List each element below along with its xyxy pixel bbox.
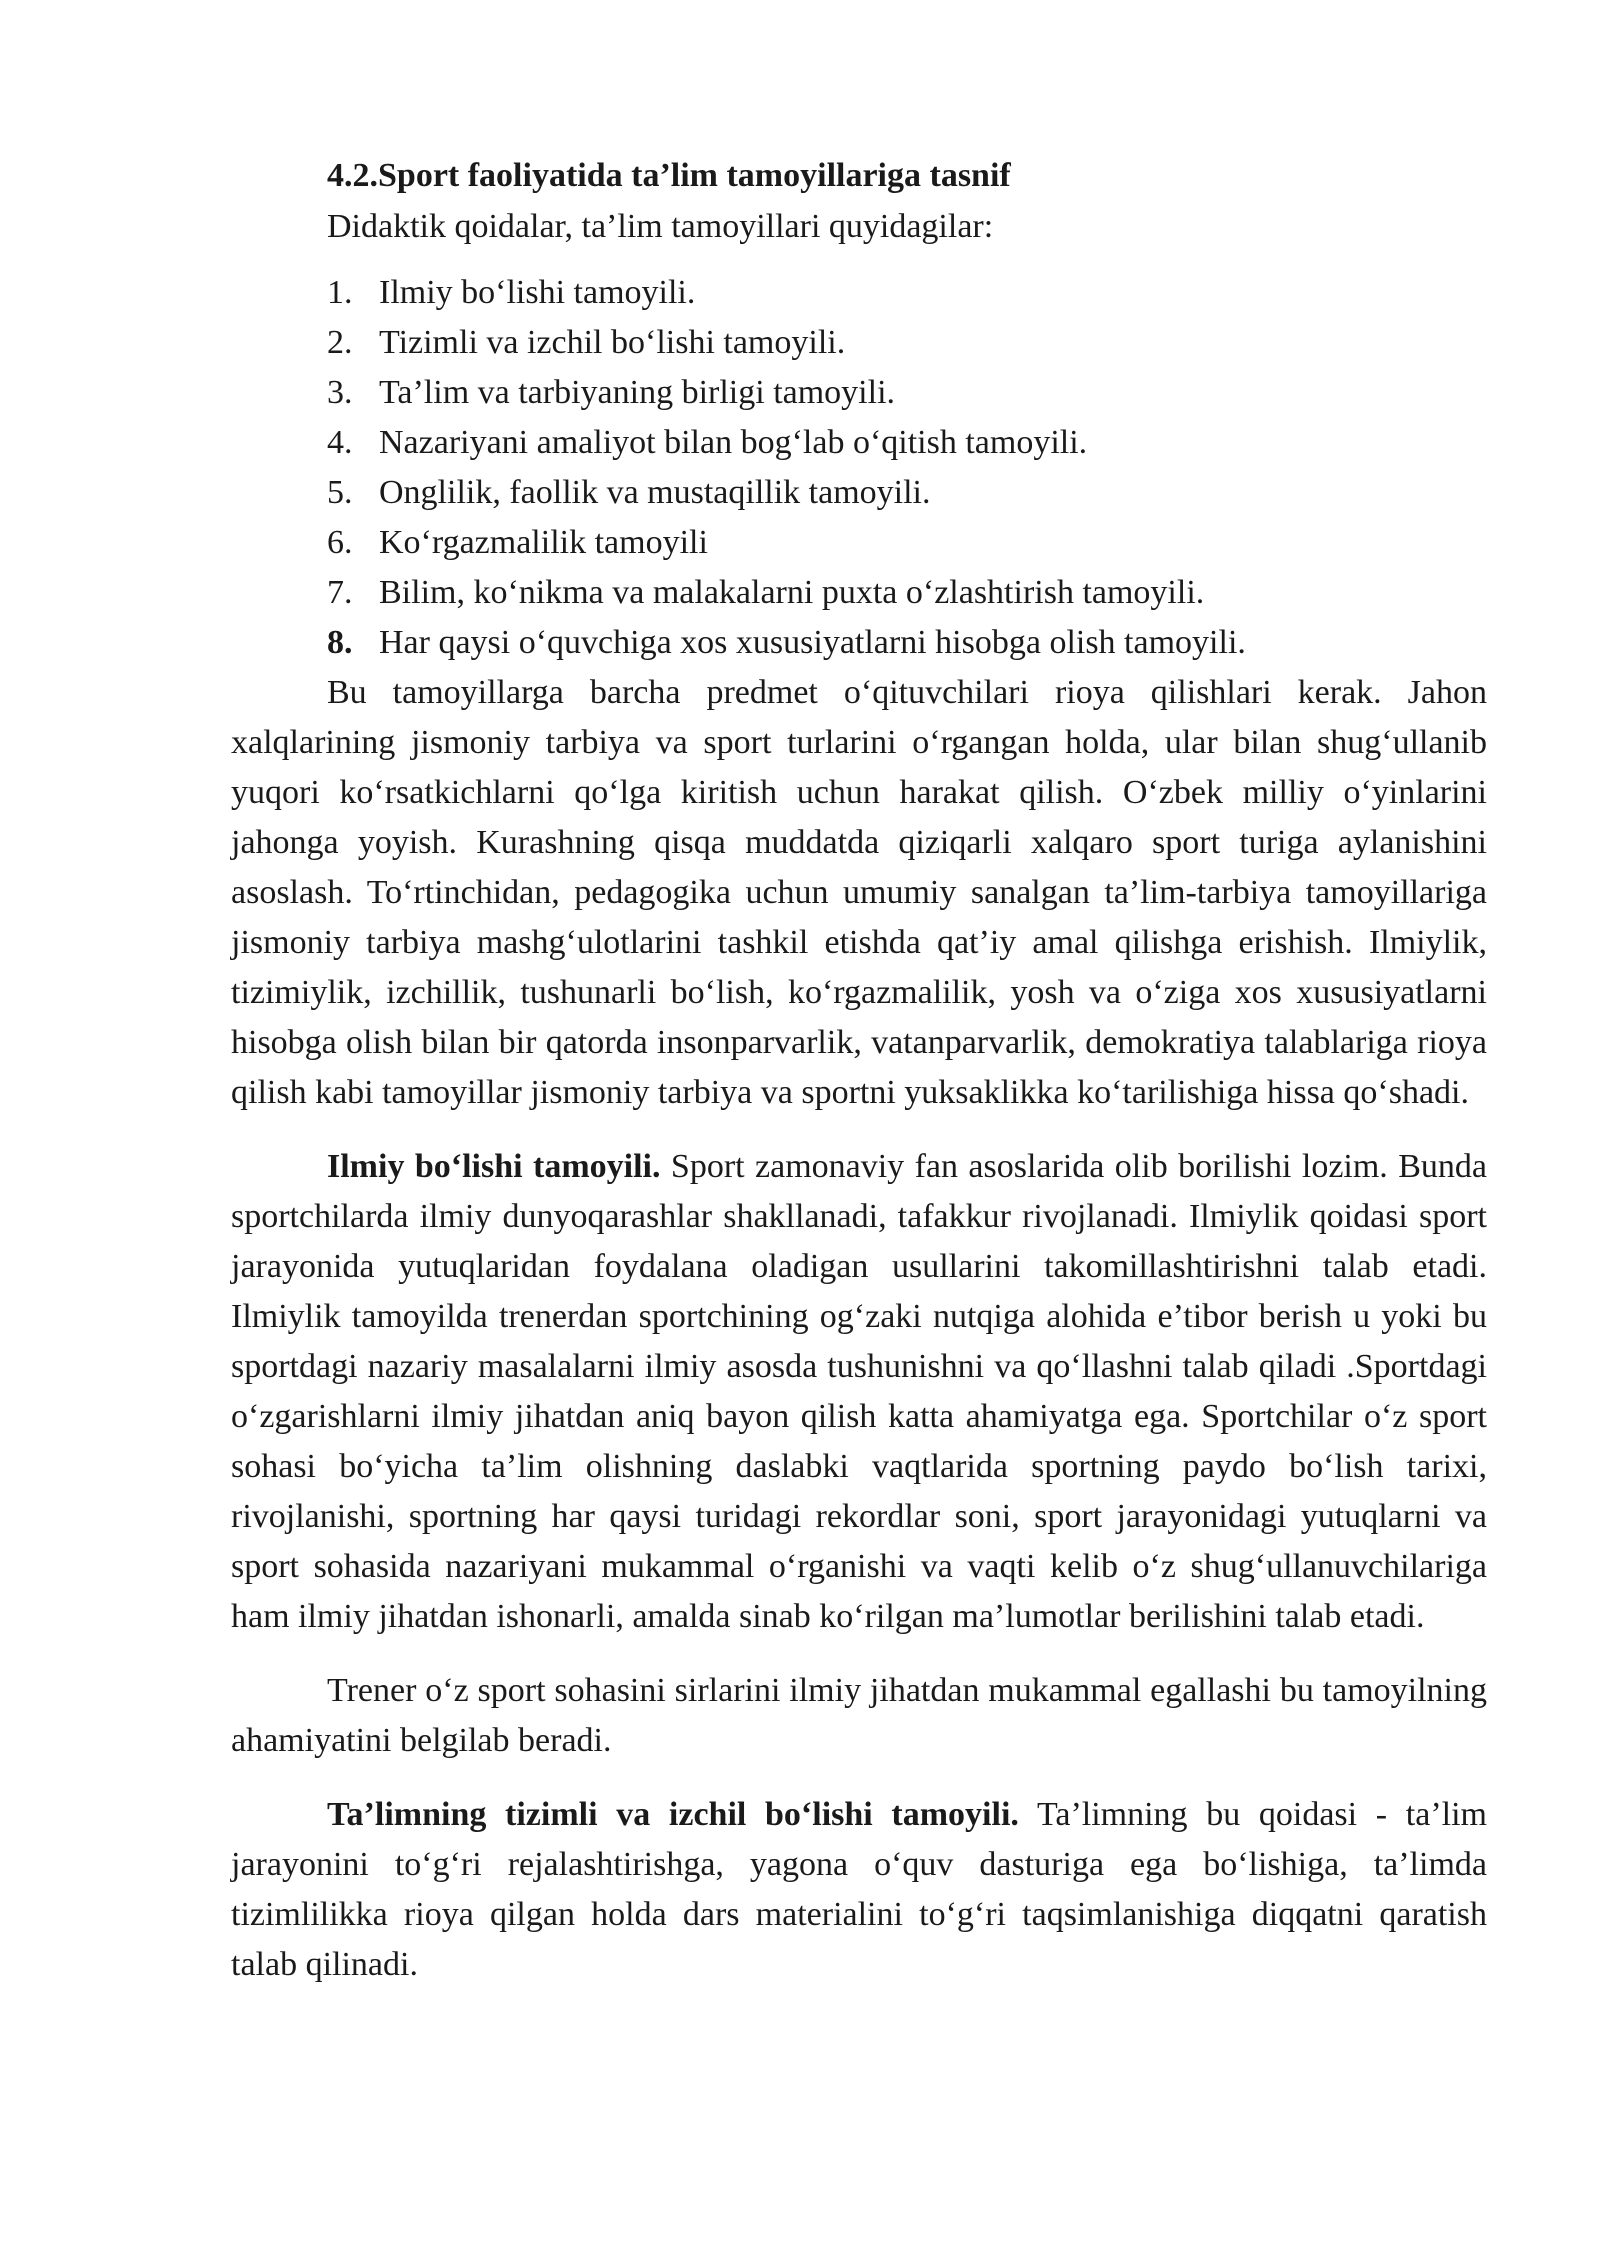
list-item — [327, 518, 1487, 568]
list-number: 5. — [327, 474, 353, 511]
list-text: Nazariyani amaliyot bilan bog‘lab o‘qitish tamoyili. — [379, 424, 1088, 461]
list-text: Ta’lim va tarbiyaning birligi tamoyili. — [379, 374, 896, 411]
paragraph-coach-mastery: Trener o‘z sport sohasini sirlarini ilmiy jihatdan mukammal egallashi bu tamoyilning ahamiyatini belgilab beradi. — [231, 1672, 1487, 1759]
paragraph-systematic-principle — [231, 1790, 1487, 1990]
paragraph-lead: Ilmiy bo‘lishi tamoyili. — [327, 1148, 661, 1185]
list-number: 8. — [327, 624, 353, 661]
list-item — [327, 268, 1487, 318]
list-number: 3. — [327, 374, 353, 411]
paragraph-principles-overview: Bu tamoyillarga barcha predmet o‘qituvchilari rioya qilishlari kerak. Jahon xalqlarining jismoniy tarbiya va sport turlarini o‘rgangan holda, ular bilan shug‘ullanib yuqori ko‘rsatkichlarni qo‘lga kiritish uchun harakat qilish. O‘zbek milliy o‘yinlarini jahonga yoyish. Kurashning qisqa muddatda qiziqarli xalqaro sport turiga aylanishini asoslash. To‘rtinchidan, pedagogika uchun umumiy sanalgan ta’lim-tarbiya tamoyillariga jismoniy tarbiya mashg‘ulotlarini tashkil etishda qat’iy amal qilishga erishish. Ilmiylik, tizimiylik, izchillik, tushunarli bo‘lish, ko‘rgazmalilik, yosh va o‘ziga xos xususiyatlarni hisobga olish bilan bir qatorda insonparvarlik, vatanparvarlik, demokratiya talablariga rioya qilish kabi tamoyillar jismoniy tarbiya va sportni yuksaklikka ko‘tarilishiga hissa qo‘shadi. — [231, 674, 1487, 1111]
paragraph-scientific-principle — [231, 1142, 1487, 1642]
list-item — [327, 618, 1487, 668]
list-number: 2. — [327, 324, 353, 361]
paragraph-body: Sport zamonaviy fan asoslarida olib borilishi lozim. Bunda sportchilarda ilmiy dunyoqarashlar shakllanadi, tafakkur rivojlanadi. Ilmiylik qoidasi sport jarayonida yutuqlaridan foydalana oladigan usullarini takomillashtirishni talab etadi. Ilmiylik tamoyilda trenerdan sportchining og‘zaki nutqiga alohida e’tibor berish u yoki bu sportdagi nazariy masalalarni ilmiy asosda tushunishni va qo‘llashni talab qiladi .Sportdagi o‘zgarishlarni ilmiy jihatdan aniq bayon qilish katta ahamiyatga ega. Sportchilar o‘z sport sohasi bo‘yicha ta’lim olishning daslabki vaqtlarida sportning paydo bo‘lish tarixi, rivojlanishi, sportning har qaysi turidagi rekordlar soni, sport jarayonidagi yutuqlarni va sport sohasida nazariyani mukammal o‘rganishi va vaqti kelib o‘z shug‘ullanuvchilariga ham ilmiy jihatdan ishonarli, amalda sinab ko‘rilgan ma’lumotlar berilishini talab etadi. — [231, 1148, 1487, 1635]
document-page — [231, 150, 1487, 1990]
list-item — [327, 568, 1487, 618]
intro-line: Didaktik qoidalar, ta’lim tamoyillari quyidagilar: — [327, 208, 994, 245]
list-item — [327, 368, 1487, 418]
list-text: Bilim, ko‘nikma va malakalarni puxta o‘zlashtirish tamoyili. — [379, 574, 1205, 611]
list-text: Har qaysi o‘quvchiga xos xususiyatlarni hisobga olish tamoyili. — [379, 624, 1246, 661]
list-text: Ko‘rgazmalilik tamoyili — [379, 524, 708, 561]
list-text: Onglilik, faollik va mustaqillik tamoyili. — [379, 474, 931, 511]
paragraph-lead: Ta’limning tizimli va izchil bo‘lishi tamoyili. — [327, 1796, 1019, 1833]
paragraph-body: Ta’limning bu qoidasi - ta’lim jarayonini to‘g‘ri rejalashtirishga, yagona o‘quv dasturiga ega bo‘lishiga, ta’limda tizimlilikka rioya qilgan holda dars materialini to‘g‘ri taqsimlanishiga diqqatni qaratish talab qilinadi. — [231, 1796, 1487, 1983]
list-item — [327, 318, 1487, 368]
list-number: 1. — [327, 274, 353, 311]
list-text: Ilmiy bo‘lishi tamoyili. — [379, 274, 696, 311]
principles-list — [327, 268, 1487, 668]
section-heading: 4.2.Sport faoliyatida ta’lim tamoyillariga tasnif — [327, 157, 1011, 194]
list-item — [327, 468, 1487, 518]
list-text: Tizimli va izchil bo‘lishi tamoyili. — [379, 324, 846, 361]
list-item — [327, 418, 1487, 468]
list-number: 4. — [327, 424, 353, 461]
list-number: 6. — [327, 524, 353, 561]
list-number: 7. — [327, 574, 353, 611]
